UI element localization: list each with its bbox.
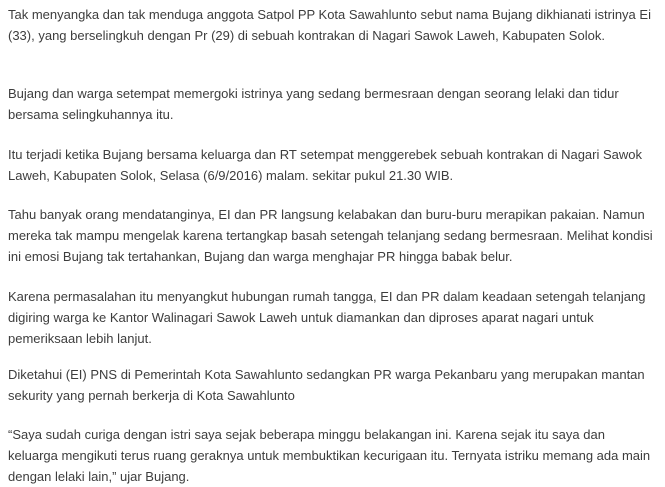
- article-paragraph: Tahu banyak orang mendatanginya, EI dan PR langsung kelabakan dan buru-buru merapikan pakaian. Namun mereka tak mampu mengelak karena tertangkap basah setengah telanjang sedang bermesraan. Melihat kondisi ini emosi Bujang tak tertahankan, Bujang dan warga menghajar PR hingga babak belur.: [8, 207, 653, 264]
- article-body: [8, 0, 653, 484]
- article-paragraph: Karena permasalahan itu menyangkut hubungan rumah tangga, EI dan PR dalam keadaan setengah telanjang digiring warga ke Kantor Walinagari Sawok Laweh untuk diamankan dan diproses aparat nagari untuk pemeriksaan lebih lanjut.: [8, 289, 646, 346]
- article-paragraph: “Saya sudah curiga dengan istri saya sejak beberapa minggu belakangan ini. Karena sejak itu saya dan keluarga mengikuti terus ruang geraknya untuk membuktikan kecurigaan itu. Ternyata istriku memang ada main dengan lelaki lain,” ujar Bujang.: [8, 427, 651, 484]
- article-paragraph: Itu terjadi ketika Bujang bersama keluarga dan RT setempat menggerebek sebuah kontrakan di Nagari Sawok Laweh, Kabupaten Solok, Selasa (6/9/2016) malam. sekitar pukul 21.30 WIB.: [8, 147, 643, 183]
- article-paragraph: Bujang dan warga setempat memergoki istrinya yang sedang bermesraan dengan seorang lelaki dan tidur bersama selingkuhannya itu.: [8, 86, 619, 122]
- article-paragraph: Tak menyangka dan tak menduga anggota Satpol PP Kota Sawahlunto sebut nama Bujang dikhianati istrinya Ei (33), yang berselingkuh dengan Pr (29) di sebuah kontrakan di Nagari Sawok Laweh, Kabupaten Solok.: [8, 7, 651, 43]
- article-paragraph: Diketahui (EI) PNS di Pemerintah Kota Sawahlunto sedangkan PR warga Pekanbaru yang merupakan mantan sekurity yang pernah berkerja di Kota Sawahlunto: [8, 367, 645, 403]
